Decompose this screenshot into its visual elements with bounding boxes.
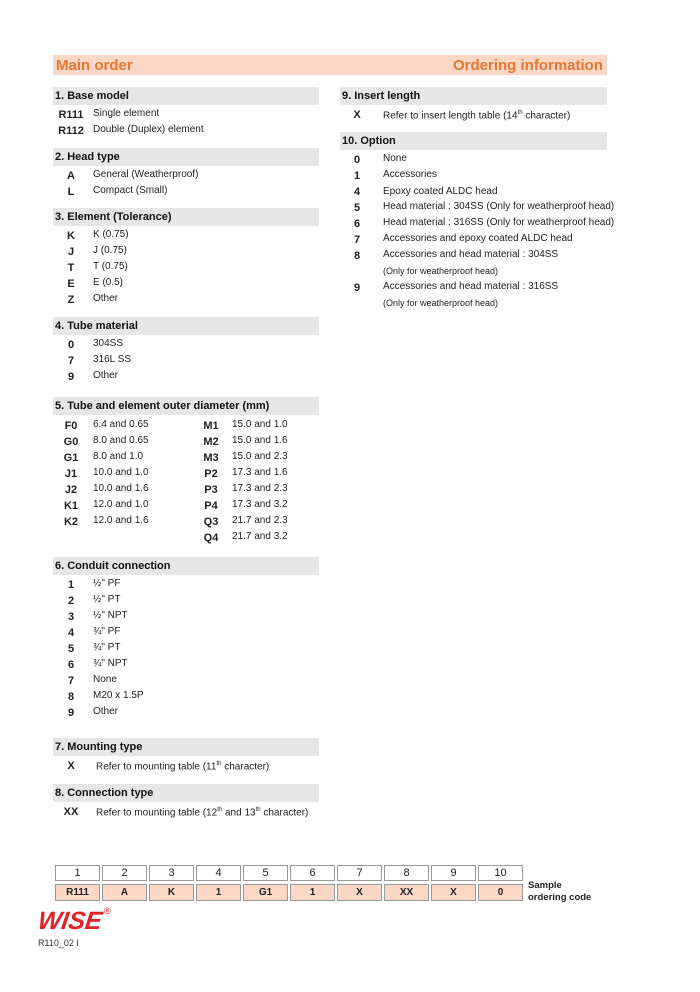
option-description: 17.3 and 3.2 <box>232 499 288 510</box>
option-description: Double (Duplex) element <box>93 124 204 135</box>
option-code: 9 <box>67 707 75 719</box>
position-number: 9 <box>431 865 476 881</box>
option-code: 3 <box>67 611 75 623</box>
option-code: 7 <box>67 355 75 367</box>
option-description: 17.3 and 2.3 <box>232 483 288 494</box>
option-description-note: (Only for weatherproof head) <box>383 298 499 308</box>
option-code: 8 <box>67 691 75 703</box>
option-code: J <box>67 246 75 258</box>
option-description: 12.0 and 1.6 <box>93 515 149 526</box>
option-description: ¾" NPT <box>93 658 128 669</box>
option-description: Other <box>93 293 119 304</box>
option-code: T <box>67 262 75 274</box>
position-number: 2 <box>102 865 147 881</box>
section-header-base-model: 1. Base model <box>53 87 319 105</box>
option-description: 10.0 and 1.6 <box>93 483 149 494</box>
position-number: 8 <box>384 865 429 881</box>
option-code: 0 <box>353 154 361 166</box>
section-header-head-type: 2. Head type <box>53 148 319 166</box>
option-description: T (0.75) <box>93 261 128 272</box>
option-code: G0 <box>63 436 79 448</box>
position-value: A <box>102 884 147 901</box>
option-code: Q4 <box>203 532 219 544</box>
section-header-connection-type: 8. Connection type <box>53 784 319 802</box>
position-number: 7 <box>337 865 382 881</box>
option-code: K <box>67 230 75 242</box>
section-header-conduit-connection: 6. Conduit connection <box>53 557 319 575</box>
option-description: 10.0 and 1.0 <box>93 467 149 478</box>
banner-title-right: Ordering information <box>453 56 603 74</box>
registered-mark: ® <box>104 906 111 916</box>
position-number: 4 <box>196 865 241 881</box>
option-description: 21.7 and 3.2 <box>232 531 288 542</box>
option-description: Other <box>93 370 119 381</box>
option-code: R111 <box>58 109 84 121</box>
option-description: Accessories <box>383 169 437 180</box>
option-code: L <box>67 186 75 198</box>
section-header-tube-material: 4. Tube material <box>53 317 319 335</box>
option-description: Refer to insert length table (14th character) <box>383 110 571 122</box>
option-description: 12.0 and 1.0 <box>93 499 149 510</box>
option-description: 8.0 and 1.0 <box>93 451 144 462</box>
option-code: XX <box>63 806 79 818</box>
banner-title-left: Main order <box>56 56 133 74</box>
option-code: K1 <box>63 500 79 512</box>
section-header-mounting-type: 7. Mounting type <box>53 738 319 756</box>
option-code: G1 <box>63 452 79 464</box>
option-code: 1 <box>353 170 361 182</box>
option-description: Single element <box>93 108 160 119</box>
option-code: 7 <box>67 675 75 687</box>
option-description: Accessories and head material : 304SS <box>383 249 559 260</box>
option-code: P2 <box>204 468 218 480</box>
option-code: 5 <box>67 643 75 655</box>
option-code: E <box>67 278 75 290</box>
option-description: General (Weatherproof) <box>93 169 199 180</box>
option-code: 4 <box>67 627 75 639</box>
option-description: 8.0 and 0.65 <box>93 435 149 446</box>
position-number: 1 <box>55 865 100 881</box>
option-description: Refer to mounting table (12th and 13th character) <box>96 807 309 819</box>
option-description: Head material : 316SS (Only for weatherproof head) <box>383 217 615 228</box>
page-footer-code: R110_02 I <box>38 938 79 948</box>
option-code: K2 <box>63 516 79 528</box>
option-code: 9 <box>353 282 361 294</box>
option-code: 2 <box>67 595 75 607</box>
option-description: J (0.75) <box>93 245 127 256</box>
option-description: None <box>93 674 117 685</box>
section-header-element-tolerance: 3. Element (Tolerance) <box>53 208 319 226</box>
option-code: M1 <box>203 420 219 432</box>
option-description: 15.0 and 1.0 <box>232 419 288 430</box>
option-code: 8 <box>353 250 361 262</box>
position-value: G1 <box>243 884 288 901</box>
option-code: Z <box>67 294 75 306</box>
position-value: X <box>337 884 382 901</box>
sample-ordering-code-label: Sample ordering code <box>528 880 592 903</box>
option-code: A <box>67 170 75 182</box>
option-description: Head material : 304SS (Only for weatherproof head) <box>383 201 615 212</box>
option-code: M2 <box>203 436 219 448</box>
option-description: Accessories and epoxy coated ALDC head <box>383 233 573 244</box>
option-code: 0 <box>67 339 75 351</box>
option-description: ½" NPT <box>93 610 128 621</box>
option-description: 15.0 and 2.3 <box>232 451 288 462</box>
position-value: XX <box>384 884 429 901</box>
wise-logo: WISE <box>36 907 104 935</box>
option-description: 304SS <box>93 338 124 349</box>
option-code: X <box>353 109 361 121</box>
position-number: 10 <box>478 865 523 881</box>
option-description: 21.7 and 2.3 <box>232 515 288 526</box>
option-description: ½" PT <box>93 594 121 605</box>
option-description: M20 x 1.5P <box>93 690 144 701</box>
option-code: X <box>67 760 75 772</box>
position-number: 5 <box>243 865 288 881</box>
page-banner <box>53 55 607 75</box>
option-description-note: (Only for weatherproof head) <box>383 266 499 276</box>
position-value: 1 <box>196 884 241 901</box>
option-code: F0 <box>64 420 78 432</box>
option-code: J2 <box>64 484 78 496</box>
option-description: ¾" PF <box>93 626 121 637</box>
option-description: None <box>383 153 407 164</box>
position-number: 3 <box>149 865 194 881</box>
position-value: K <box>149 884 194 901</box>
option-description: 15.0 and 1.6 <box>232 435 288 446</box>
option-code: R112 <box>58 125 84 137</box>
option-code: 4 <box>353 186 361 198</box>
option-description: 316L SS <box>93 354 131 365</box>
option-description: E (0.5) <box>93 277 124 288</box>
option-description: K (0.75) <box>93 229 129 240</box>
option-code: P3 <box>204 484 218 496</box>
section-header-insert-length: 9. Insert length <box>340 87 607 105</box>
option-description: Epoxy coated ALDC head <box>383 186 498 197</box>
section-header-option: 10. Option <box>340 132 607 150</box>
option-code: 7 <box>353 234 361 246</box>
position-value: X <box>431 884 476 901</box>
option-code: 5 <box>353 202 361 214</box>
option-code: 1 <box>67 579 75 591</box>
option-code: 6 <box>353 218 361 230</box>
option-code: J1 <box>64 468 78 480</box>
option-description: Refer to mounting table (11th character) <box>96 761 270 773</box>
option-description: Accessories and head material : 316SS <box>383 281 559 292</box>
option-description: Other <box>93 706 119 717</box>
option-code: 9 <box>67 371 75 383</box>
position-number: 6 <box>290 865 335 881</box>
option-code: 6 <box>67 659 75 671</box>
option-description: ¾" PT <box>93 642 121 653</box>
option-description: Compact (Small) <box>93 185 168 196</box>
option-description: 17.3 and 1.6 <box>232 467 288 478</box>
option-code: M3 <box>203 452 219 464</box>
option-code: Q3 <box>203 516 219 528</box>
option-description: ½" PF <box>93 578 121 589</box>
position-value: 0 <box>478 884 523 901</box>
position-value: R111 <box>55 884 100 901</box>
option-description: 6.4 and 0.65 <box>93 419 149 430</box>
option-code: P4 <box>204 500 218 512</box>
position-value: 1 <box>290 884 335 901</box>
section-header-outer-diameter: 5. Tube and element outer diameter (mm) <box>53 397 319 415</box>
